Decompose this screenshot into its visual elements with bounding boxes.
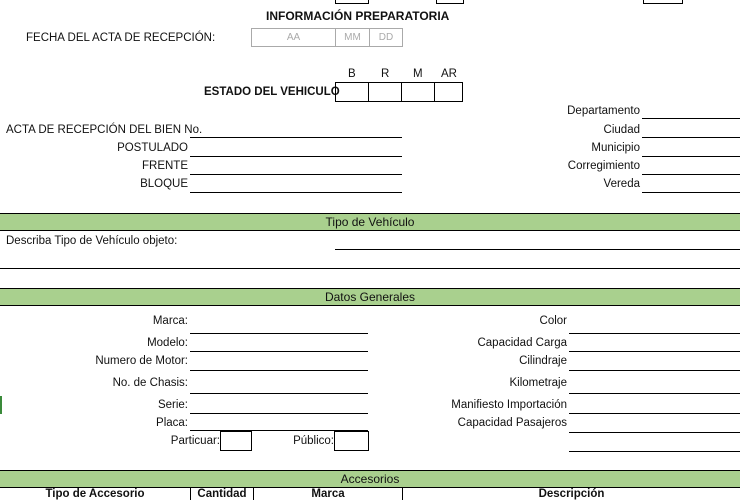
section-bar-accesorios: Accesorios xyxy=(0,470,740,488)
modelo-label: Modelo: xyxy=(147,337,188,349)
cilindraje-label: Cilindraje xyxy=(519,355,567,367)
municipio-label: Municipio xyxy=(591,142,640,154)
header-descripcion: Descripción xyxy=(538,488,605,500)
estado-col-m: M xyxy=(413,68,423,80)
estado-col-b: B xyxy=(348,68,356,80)
section-bar-tipo-vehiculo: Tipo de Vehículo xyxy=(0,213,740,231)
frente-input-line[interactable] xyxy=(190,174,402,175)
bloque-label: BLOQUE xyxy=(140,178,188,190)
top-box-2 xyxy=(436,0,464,4)
ciudad-label: Ciudad xyxy=(603,124,640,136)
particular-checkbox[interactable] xyxy=(220,431,252,451)
date-month-field[interactable]: MM xyxy=(335,28,370,47)
cilindraje-input-line[interactable] xyxy=(569,370,740,371)
departamento-input-line[interactable] xyxy=(642,118,740,119)
kilometraje-label: Kilometraje xyxy=(509,377,567,389)
municipio-input-line[interactable] xyxy=(642,156,740,157)
estado-col-r: R xyxy=(381,68,390,80)
ciudad-input-line[interactable] xyxy=(642,137,740,138)
section-title-preparatoria: INFORMACIÓN PREPARATORIA xyxy=(266,9,450,23)
chasis-input-line[interactable] xyxy=(190,393,368,394)
corregimiento-input-line[interactable] xyxy=(642,174,740,175)
tipo-vehiculo-line-2[interactable] xyxy=(0,268,740,269)
serie-input-line[interactable] xyxy=(190,413,368,414)
manifiesto-label: Manifiesto Importación xyxy=(451,399,567,411)
estado-col-ar: AR xyxy=(441,68,457,80)
publico-label: Público: xyxy=(293,435,334,447)
acta-label: ACTA DE RECEPCIÓN DEL BIEN No. xyxy=(6,124,203,136)
vereda-label: Vereda xyxy=(603,178,640,190)
publico-checkbox[interactable] xyxy=(334,431,369,451)
postulado-input-line[interactable] xyxy=(190,156,402,157)
motor-input-line[interactable] xyxy=(190,370,368,371)
frente-label: FRENTE xyxy=(142,160,188,172)
marca-label: Marca: xyxy=(152,315,188,327)
fecha-label: FECHA DEL ACTA DE RECEPCIÓN: xyxy=(26,32,216,44)
capacidad-pasajeros-input-line[interactable] xyxy=(569,432,740,433)
estado-label: ESTADO DEL VEHICULO xyxy=(204,86,340,98)
tipo-vehiculo-prompt: Describa Tipo de Vehículo objeto: xyxy=(6,235,178,247)
date-year-field[interactable]: AA xyxy=(251,28,336,47)
chasis-label: No. de Chasis: xyxy=(112,377,188,389)
capacidad-carga-label: Capacidad Carga xyxy=(477,337,567,349)
bloque-input-line[interactable] xyxy=(190,192,402,193)
color-input-line[interactable] xyxy=(569,333,740,334)
header-marca: Marca xyxy=(311,488,345,500)
row-marker xyxy=(0,396,2,414)
kilometraje-input-line[interactable] xyxy=(569,393,740,394)
extra-input-line[interactable] xyxy=(569,451,740,452)
estado-cell-ar[interactable] xyxy=(434,82,463,102)
motor-label: Numero de Motor: xyxy=(95,355,188,367)
section-bar-datos-generales: Datos Generales xyxy=(0,288,740,306)
estado-cell-m[interactable] xyxy=(401,82,435,102)
estado-cell-b[interactable] xyxy=(335,82,369,102)
top-box-3 xyxy=(643,0,683,4)
postulado-label: POSTULADO xyxy=(117,142,188,154)
serie-label: Serie: xyxy=(157,399,188,411)
corregimiento-label: Corregimiento xyxy=(567,160,640,172)
modelo-input-line[interactable] xyxy=(190,351,368,352)
capacidad-pasajeros-label: Capacidad Pasajeros xyxy=(457,417,567,429)
date-day-field[interactable]: DD xyxy=(369,28,403,47)
tipo-vehiculo-line-1[interactable] xyxy=(335,249,740,250)
departamento-label: Departamento xyxy=(567,105,640,117)
acta-input-line[interactable] xyxy=(190,137,402,138)
header-cantidad: Cantidad xyxy=(197,488,247,500)
capacidad-carga-input-line[interactable] xyxy=(569,351,740,352)
header-tipo-accesorio: Tipo de Accesorio xyxy=(45,488,145,500)
particular-label: Particuar: xyxy=(170,435,220,447)
vereda-input-line[interactable] xyxy=(642,192,740,193)
placa-label: Placa: xyxy=(156,417,188,429)
marca-input-line[interactable] xyxy=(190,333,368,334)
top-box-1 xyxy=(335,0,369,4)
manifiesto-input-line[interactable] xyxy=(569,413,740,414)
estado-cell-r[interactable] xyxy=(368,82,402,102)
color-label: Color xyxy=(539,315,567,327)
